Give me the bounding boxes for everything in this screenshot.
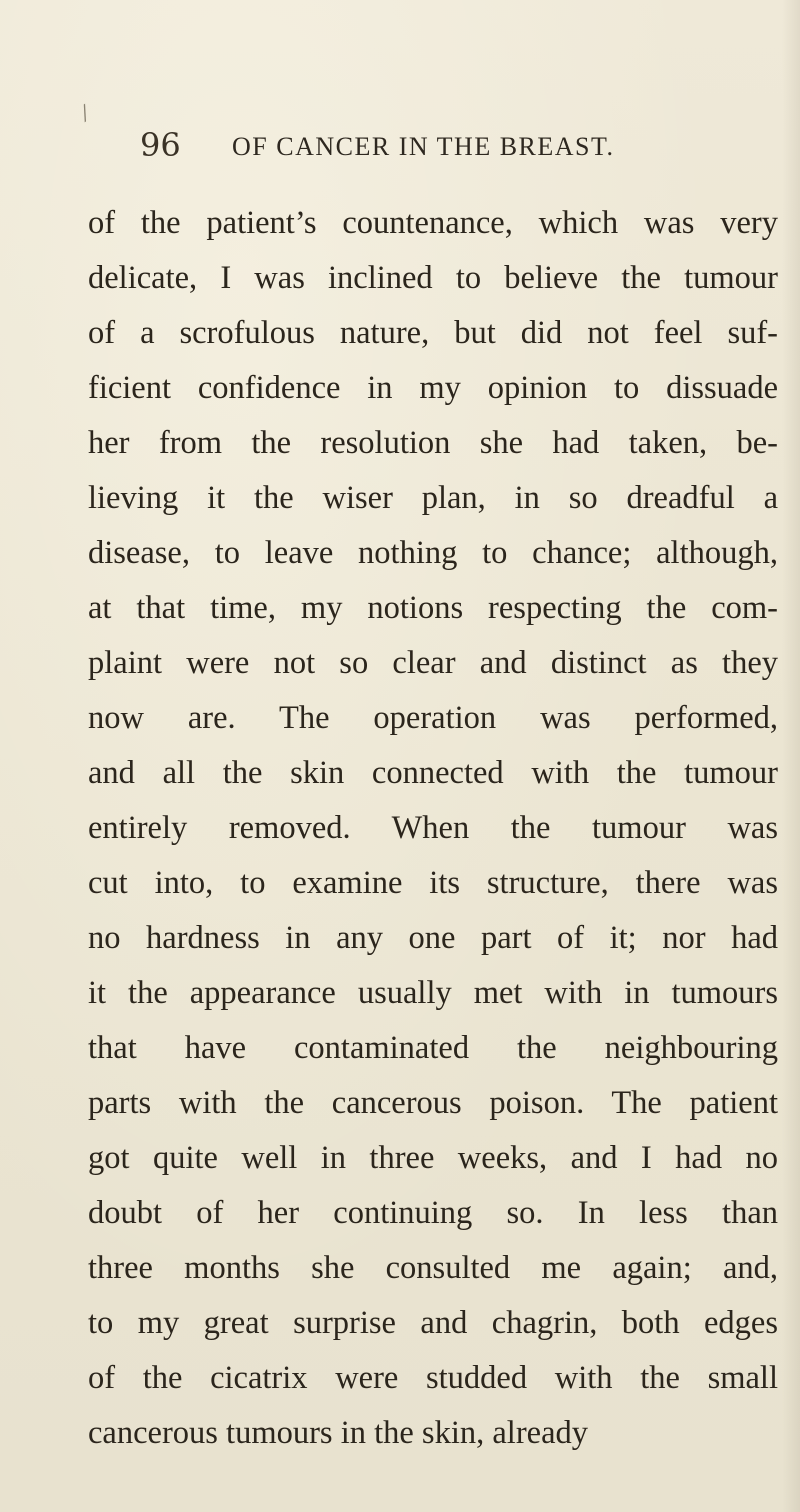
text-line: three months she consulted me again; and, bbox=[88, 1250, 778, 1286]
text-line: of the cicatrix were studded with the small bbox=[88, 1360, 778, 1396]
text-line: entirely removed. When the tumour was bbox=[88, 810, 778, 846]
text-line: got quite well in three weeks, and I had no bbox=[88, 1140, 778, 1176]
running-header bbox=[140, 126, 700, 172]
text-line: plaint were not so clear and distinct as they bbox=[88, 645, 778, 681]
stray-pencil-mark: ⁄ bbox=[76, 101, 95, 124]
text-line: doubt of her continuing so. In less than bbox=[88, 1195, 778, 1231]
text-line: ficient confidence in my opinion to dissuade bbox=[88, 370, 778, 406]
text-line: no hardness in any one part of it; nor had bbox=[88, 920, 778, 956]
text-line: parts with the cancerous poison. The patient bbox=[88, 1085, 778, 1121]
text-line: that have contaminated the neighbouring bbox=[88, 1030, 778, 1066]
page-number: 96 bbox=[140, 126, 181, 164]
body-text bbox=[88, 196, 788, 1461]
text-line: of a scrofulous nature, but did not feel suf- bbox=[88, 315, 778, 351]
text-line: of the patient’s countenance, which was very bbox=[88, 205, 778, 241]
running-title: OF CANCER IN THE BREAST. bbox=[232, 132, 615, 161]
text-line: lieving it the wiser plan, in so dreadful a bbox=[88, 480, 778, 516]
text-line: now are. The operation was performed, bbox=[88, 700, 778, 736]
text-line: cancerous tumours in the skin, already bbox=[88, 1415, 588, 1451]
text-line: disease, to leave nothing to chance; although, bbox=[88, 535, 778, 571]
text-line: cut into, to examine its structure, there was bbox=[88, 865, 778, 901]
text-line: to my great surprise and chagrin, both edges bbox=[88, 1305, 778, 1341]
text-line: delicate, I was inclined to believe the tumour bbox=[88, 260, 778, 296]
text-line: and all the skin connected with the tumour bbox=[88, 755, 778, 791]
text-line: her from the resolution she had taken, be- bbox=[88, 425, 778, 461]
text-line: it the appearance usually met with in tumours bbox=[88, 975, 778, 1011]
text-line: at that time, my notions respecting the com- bbox=[88, 590, 778, 626]
